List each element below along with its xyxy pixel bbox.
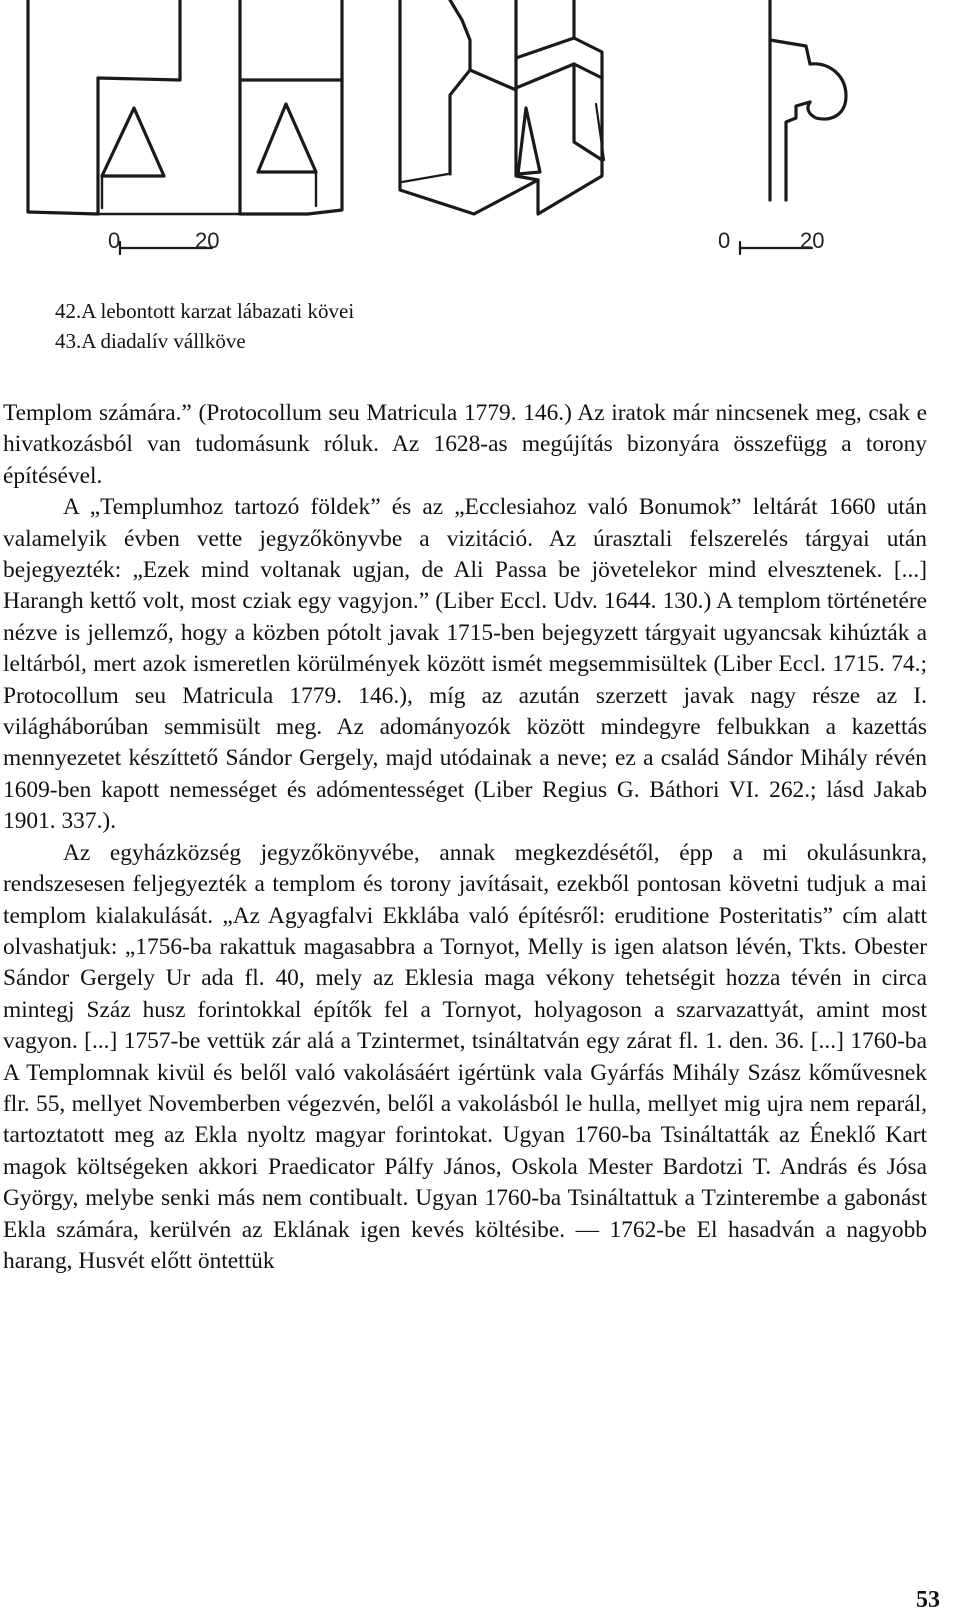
figure-drawings <box>0 0 960 300</box>
body-text <box>3 398 927 1277</box>
figure-captions <box>55 296 354 356</box>
caption-text: A lebontott karzat lábazati kövei <box>81 299 355 323</box>
page-number: 53 <box>916 1587 940 1613</box>
paragraph-1: Templom számára.” (Protocollum seu Matricula 1779. 146.) Az iratok már nincsenek meg, csak e hivatkozásból van tudomásunk róluk. Az 1628-as megújítás bizonyára összefügg a torony építésével. <box>3 400 927 489</box>
caption-42 <box>55 296 354 326</box>
base-stone-isometric-drawing <box>400 0 604 214</box>
paragraph-3: Az egyházközség jegyzőkönyvébe, annak megkezdésétől, épp a mi okulásunkra, rendszesesen feljegyezték a templom és torony javításait, ezekből pontosan követni tudjuk a mai templom kialakulását. „Az Agyagfalvi Ekklába való építésről: eruditione Posteritatis” cím alatt olvashatjuk: „1756-ba rakattuk magasabbra a Tornyot, Melly is igen alatson lévén, Tkts. Obester Sándor Gergely Ur ada fl. 40, mely az Eklesia maga vékony tehetségit hozza tévén in circa mintegj Száz husz forintokkal építők fel a Tornyot, holyagoson a szarvazattyát, amint most vagyon. [...] 1757-be vettük zár alá a Tzintermet, tsináltatván egy zárat fl. 1. den. 36. [...] 1760-ba A Templomnak kivül és belől való vakolásáért igértünk vala Gyárfás Mihály Szász kőművesnek flr. 55, mellyet Novemberben végezvén, belől a vakolásból le hulla, mellyet mig ujra nem reparál, tartoztatott meg az Ekla nyoltz magyar forintokat. Ugyan 1760-ba Tsináltatták az Éneklő Kart magok költségeken akkori Praedicator Pálfy János, Oskola Mester Bardotzi T. András és Jósa György, melybe senki más nem contibualt. Ugyan 1760-ba Tsináltattuk a Tzinterembe a gabonást Ekla számára, kerülvén az Eklának igen kevés költésibe. — 1762-be El hasadván a nagyobb harang, Husvét előtt öntettük <box>3 839 927 1274</box>
scale-right-twenty: 20 <box>800 228 825 253</box>
caption-text: A diadalív vállköve <box>81 329 246 353</box>
scale-left-zero: 0 <box>108 228 121 253</box>
scale-left-twenty: 20 <box>195 228 220 253</box>
caption-number: 43. <box>55 329 82 353</box>
impost-profile-drawing <box>770 0 846 200</box>
scale-bars <box>120 242 812 254</box>
scale-right-zero: 0 <box>718 228 731 253</box>
stone-drawings <box>0 0 960 300</box>
caption-number: 42. <box>55 299 82 323</box>
base-stones-front-drawing <box>28 0 342 214</box>
paragraph-2: A „Templumhoz tartozó földek” és az „Ecclesiahoz való Bonumok” leltárát 1660 után valamelyik évben vette jegyzőkönyvbe a vizitáció. Az úrasztali felszerelés tárgyai után bejegyezték: „Ezek mind voltanak ugjan, de Ali Passa be jövetelekor mind elvesztenek. [...] Harangh kettő volt, most cziak egy vagyjon.” (Liber Eccl. Udv. 1644. 130.) A templom történetére nézve is jellemző, hogy a közben pótolt javak 1715-ben bejegyzett tárgyait ugyancsak kihúzták a leltárból, mert azok ismeretlen körülmények között ismét megsemmisültek (Liber Eccl. 1715. 74.; Protocollum seu Matricula 1779. 146.), míg az azután szerzett javak nagy része az I. világháborúban semmisült meg. Az adományozók között mindegyre felbukkan a kazettás mennyezetet készíttető Sándor Gergely, majd utódainak a neve; ez a család Sándor Mihály révén 1609-ben kapott nemességet és adómentességet (Liber Regius G. Báthori VI. 262.; lásd Jakab 1901. 337.). <box>3 494 927 835</box>
caption-43 <box>55 326 354 356</box>
